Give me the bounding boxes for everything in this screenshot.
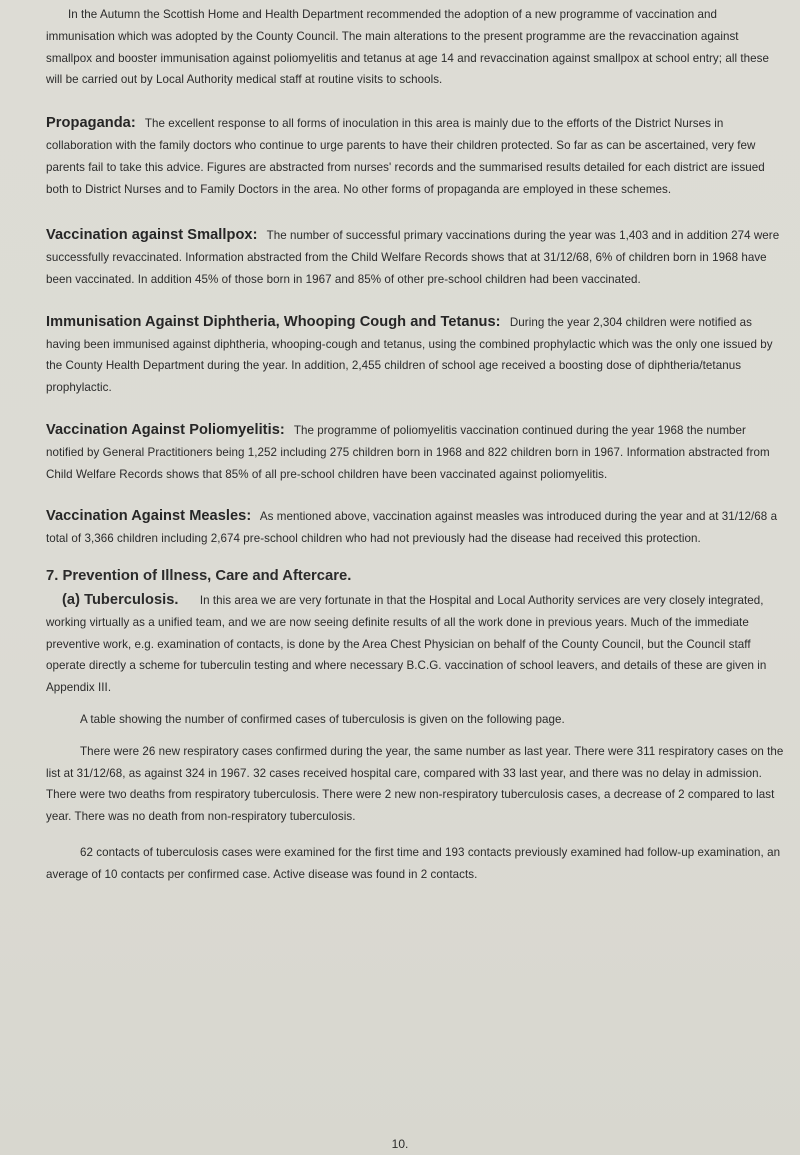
section-propaganda <box>46 113 786 200</box>
section-text: During the year 2,304 children were notified as having been immunised against diphtheria, whooping-cough and tetanus, using the combined prophylactic which was the only one issued by the County Health Department during the year. In addition, 2,455 children of school age received a boosting dose of diphtheria/tetanus prophylactic. <box>46 315 773 395</box>
section-text: As mentioned above, vaccination against measles was introduced during the year and at 31/12/68 a total of 3,366 children including 2,674 pre-school children who had not previously had the disease had received this protection. <box>46 510 778 546</box>
section-text: The excellent response to all forms of inoculation in this area is mainly due to the efforts of the District Nurses in collaboration with the family doctors who continue to urge parents to have their children protected. So far as can be ascertained, very few parents fail to take this advice. Figures are abstracted from nurses' records and the summarised results detailed for each district are issued both to District Nurses and to Family Doctors in the area. No other forms of propaganda are employed in these schemes. <box>46 117 765 196</box>
section-heading: Vaccination against Smallpox: <box>46 227 258 244</box>
section-heading: Immunisation Against Diphtheria, Whooping Cough and Tetanus: <box>46 313 501 330</box>
section-text: The number of successful primary vaccinations during the year was 1,403 and in addition 274 were successfully revaccinated. Information abstracted from the Child Welfare Records shows that at 31/12/68, 6% of children born in 1968 have been vaccinated. In addition 45% of those born in 1967 and 85% of other pre-school children had been vaccinated. <box>46 229 780 286</box>
section-diphtheria <box>46 312 786 399</box>
section-measles <box>46 506 786 550</box>
contacts-paragraph: 62 contacts of tuberculosis cases were examined for the first time and 193 contacts previously examined had follow-up examination, an average of 10 contacts per confirmed case. Active disease was found in 2 contacts. <box>46 845 781 881</box>
section-heading: Propaganda: <box>46 115 136 132</box>
section-smallpox <box>46 225 786 290</box>
tuberculosis-text: In this area we are very fortunate in that the Hospital and Local Authority services are very closely integrated, working virtually as a unified team, and we are now seeing definite results of all the work done in previous years. Much of the immediate preventive work, e.g. examination of contacts, is done by the Area Chest Physician on behalf of the County Council, but the Council staff operate directly a scheme for tuberculin testing and where necessary B.C.G. vaccination of school leavers, and details of these are given in Appendix III. <box>46 593 767 695</box>
respiratory-cases-paragraph: There were 26 new respiratory cases confirmed during the year, the same number as last year. There were 311 respiratory cases on the list at 31/12/68, as against 324 in 1967. 32 cases received hospital care, compared with 33 last year, and there was no delay in admission. There were two deaths from respiratory tuberculosis. There were 2 new non-respiratory tuberculosis cases, a decrease of 2 compared to last year. There was no death from non-respiratory tuberculosis. <box>46 744 784 824</box>
section-7-heading: 7. Prevention of Illness, Care and Aftercare. <box>46 567 352 584</box>
table-note-paragraph: A table showing the number of confirmed cases of tuberculosis is given on the following page. <box>80 712 565 726</box>
page-number: 10. <box>391 1137 409 1151</box>
section-heading: Vaccination Against Measles: <box>46 508 252 525</box>
intro-paragraph: In the Autumn the Scottish Home and Health Department recommended the adoption of a new programme of vaccination and immunisation which was adopted by the County Council. The main alterations to the present programme are the revaccination against smallpox and booster immunisation against poliomyelitis and tetanus at age 14 and revaccination against smallpox at school entry; all these will be carried out by Local Authority medical staff at routine visits to schools. <box>46 8 769 87</box>
tuberculosis-paragraph <box>46 590 786 699</box>
section-heading: Vaccination Against Poliomyelitis: <box>46 421 285 438</box>
section-text: The programme of poliomyelitis vaccination continued during the year 1968 the number notified by General Practitioners being 1,252 including 275 children born in 1968 and 822 children born in 1967. Information abstracted from Child Welfare Records shows that 85% of all pre-school children have been vaccinated against poliomyelitis. <box>46 423 770 481</box>
tuberculosis-heading: (a) Tuberculosis. <box>62 591 179 608</box>
section-poliomyelitis <box>46 420 786 485</box>
